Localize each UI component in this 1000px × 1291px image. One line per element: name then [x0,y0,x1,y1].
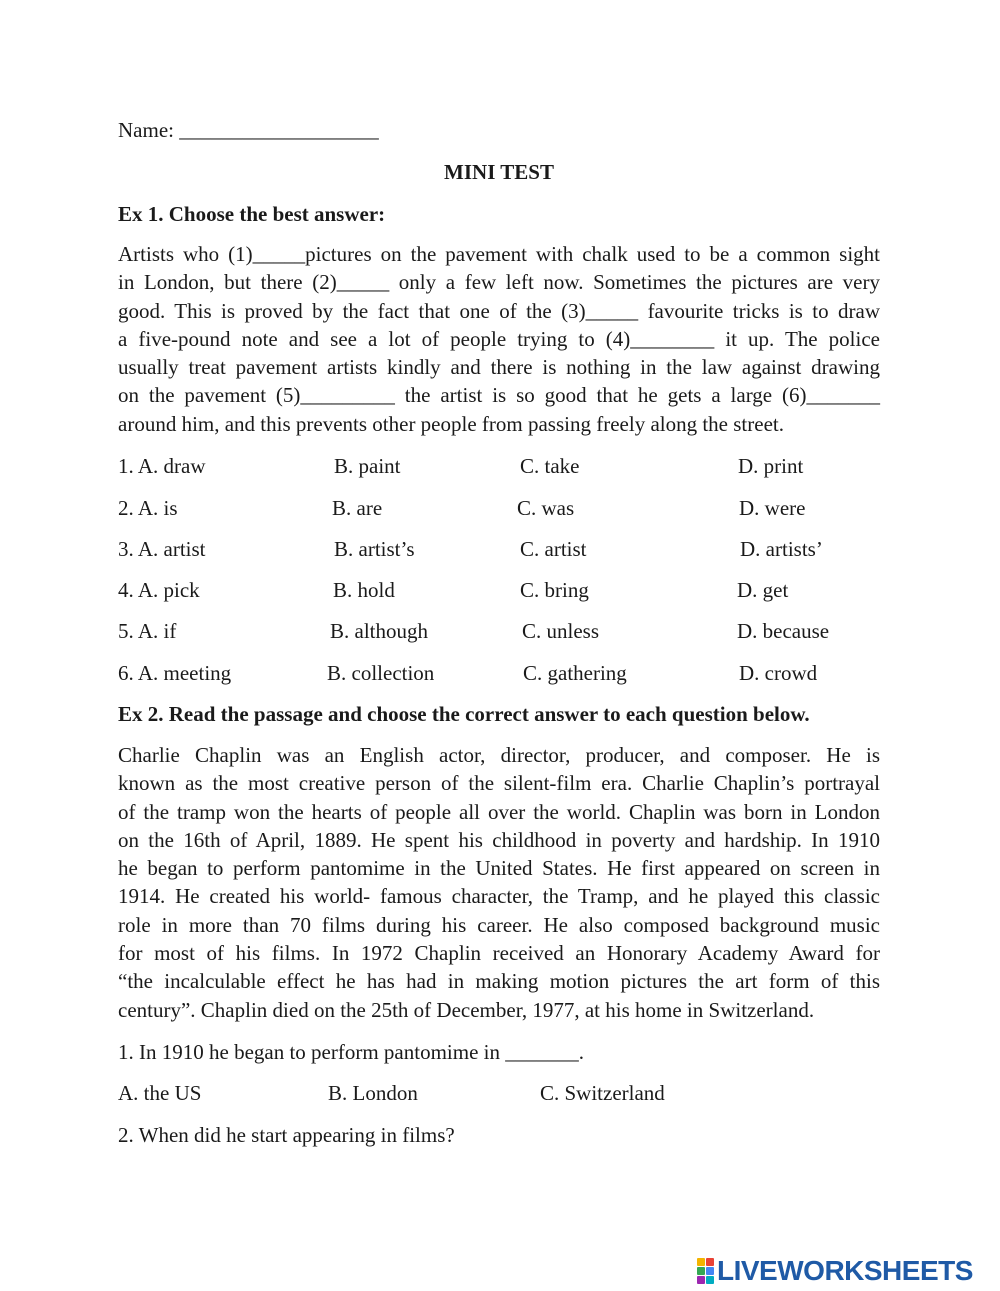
option-d[interactable]: D. print [738,454,804,478]
passage-line: “the incalculable effect he has had in making motion pictures the art form of this [118,969,880,994]
option-b[interactable]: B. although [330,619,428,643]
option-c[interactable]: C. gathering [523,661,627,685]
passage-line: of the tramp won the hearts of people all over the world. Chaplin was born in London [118,799,880,824]
ex1-heading: Ex 1. Choose the best answer: [118,202,386,226]
passage-line: good. This is proved by the fact that one of the (3)_____ favourite tricks is to draw [118,298,880,323]
option-b[interactable]: B. are [332,496,383,520]
ex1-question-row [118,494,880,522]
option-c[interactable]: C. was [517,496,575,520]
option-a[interactable]: 4. A. pick [118,578,200,602]
ex2-question-2: 2. When did he start appearing in films? [118,1123,455,1147]
passage-line: on the pavement (5)_________ the artist is so good that he gets a large (6)_______ [118,383,880,408]
passage-line: 1914. He created his world- famous character, the Tramp, and he played this classic [118,884,880,909]
passage-line: role in more than 70 films during his career. He also composed background music [118,912,880,937]
option-a[interactable]: 5. A. if [118,619,177,643]
ex2-heading: Ex 2. Read the passage and choose the correct answer to each question below. [118,702,810,726]
ex2-question-1: 1. In 1910 he began to perform pantomime in _______. [118,1040,584,1064]
option-d[interactable]: D. were [739,496,806,520]
liveworksheets-logo-icon [697,1258,714,1284]
logo-block [697,1258,705,1266]
logo-block [697,1267,705,1275]
passage-line: century”. Chaplin died on the 25th of December, 1977, at his home in Switzerland. [118,997,815,1022]
page-title: MINI TEST [444,160,554,184]
option-b[interactable]: B. hold [333,578,395,602]
option-b[interactable]: B. paint [334,454,401,478]
ex1-passage [118,240,880,438]
ex1-question-row [118,617,880,645]
option-a[interactable]: 2. A. is [118,496,178,520]
option-b[interactable]: B. London [328,1081,418,1105]
option-a[interactable]: 1. A. draw [118,454,206,478]
passage-line: on the 16th of April, 1889. He spent his childhood in poverty and hardship. In 1910 [118,827,880,852]
option-d[interactable]: D. artists’ [740,537,823,561]
logo-block [706,1258,714,1266]
passage-line: usually treat pavement artists kindly and there is nothing in the law against drawing [118,355,880,380]
option-a[interactable]: 3. A. artist [118,537,206,561]
option-c[interactable]: C. artist [520,537,587,561]
ex2-q1-options [118,1079,880,1107]
passage-line: he began to perform pantomime in the United States. He first appeared on screen in [118,856,880,881]
ex1-question-row [118,452,880,480]
option-a[interactable]: 6. A. meeting [118,661,232,685]
option-c[interactable]: C. take [520,454,580,478]
option-b[interactable]: B. artist’s [334,537,415,561]
logo-block [706,1276,714,1284]
option-c[interactable]: C. Switzerland [540,1081,665,1105]
passage-line: Artists who (1)_____pictures on the pavement with chalk used to be a common sight [118,242,880,266]
ex1-question-row [118,535,880,563]
option-d[interactable]: D. get [737,578,789,602]
option-d[interactable]: D. crowd [739,661,818,685]
passage-line: known as the most creative person of the silent-film era. Charlie Chaplin’s portrayal [118,771,880,796]
option-b[interactable]: B. collection [327,661,435,685]
ex2-passage [118,741,880,1024]
logo-block [697,1276,705,1284]
ex1-question-row [118,576,880,604]
ex1-question-row [118,659,880,687]
passage-line: around him, and this prevents other people from passing freely along the street. [118,411,784,436]
logo-text: LIVEWORKSHEETS [717,1255,973,1286]
passage-line: a five-pound note and see a lot of people trying to (4)________ it up. The police [118,326,880,351]
option-c[interactable]: C. bring [520,578,589,602]
passage-line: Charlie Chaplin was an English actor, director, producer, and composer. He is [118,743,880,767]
option-c[interactable]: C. unless [522,619,600,643]
liveworksheets-logo[interactable] [697,1254,973,1288]
logo-block [706,1267,714,1275]
option-d[interactable]: D. because [737,619,830,643]
passage-line: for most of his films. In 1972 Chaplin received an Honorary Academy Award for [118,941,880,966]
name-field-label: Name: ___________________ [118,118,379,142]
passage-line: in London, but there (2)_____ only a few left now. Sometimes the pictures are very [118,270,880,295]
option-a[interactable]: A. the US [118,1081,202,1105]
